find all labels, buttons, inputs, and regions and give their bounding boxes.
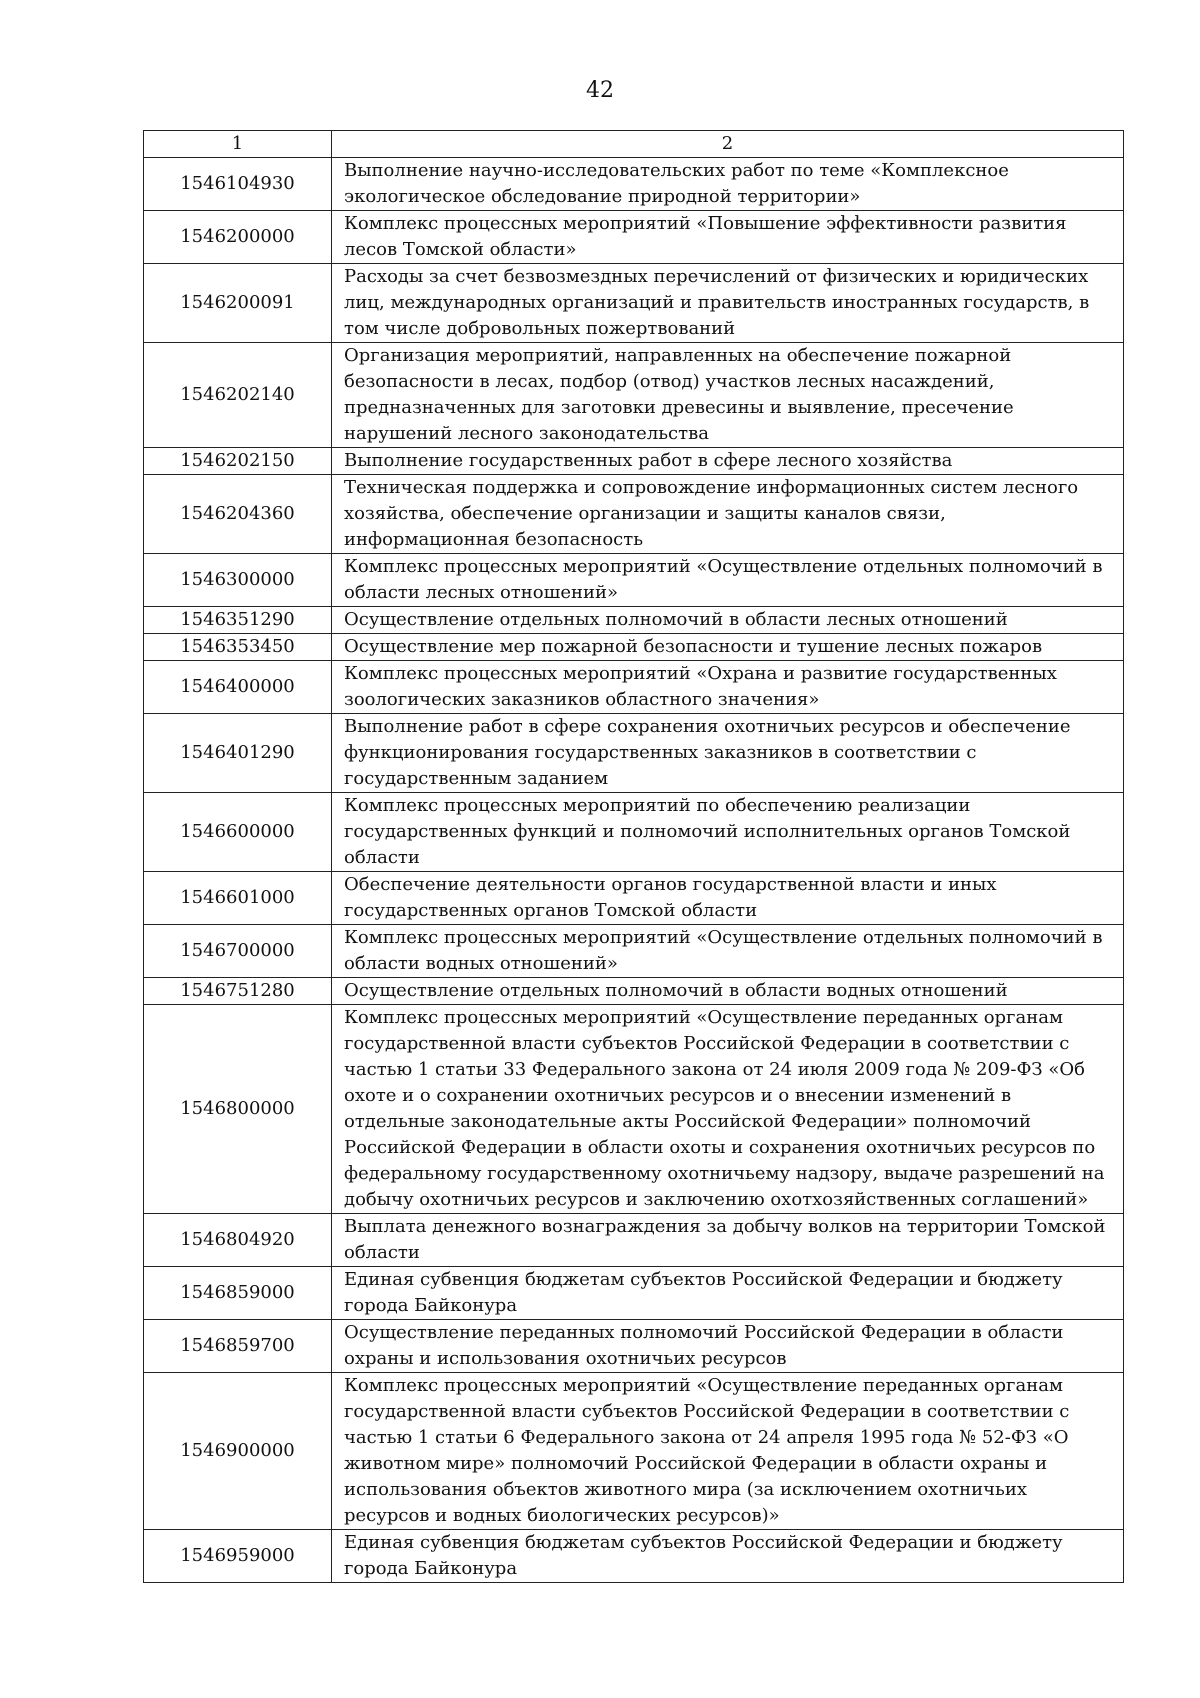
budget-classification-table	[143, 130, 1124, 1583]
row-name: Выполнение работ в сфере сохранения охотничьих ресурсов и обеспечение функционирования государственных заказников в соответствии с государственным заданием	[332, 714, 1124, 793]
table-row	[144, 978, 1124, 1005]
row-name: Осуществление переданных полномочий Российской Федерации в области охраны и использования охотничьих ресурсов	[332, 1320, 1124, 1373]
row-code: 1546351290	[144, 607, 332, 634]
row-code: 1546204360	[144, 475, 332, 554]
row-name: Выплата денежного вознаграждения за добычу волков на территории Томской области	[332, 1214, 1124, 1267]
table-header-row	[144, 131, 1124, 158]
row-name: Осуществление отдельных полномочий в области водных отношений	[332, 978, 1124, 1005]
table-row	[144, 714, 1124, 793]
row-name: Комплекс процессных мероприятий «Осуществление отдельных полномочий в области водных отношений»	[332, 925, 1124, 978]
table-row	[144, 925, 1124, 978]
row-name: Обеспечение деятельности органов государственной власти и иных государственных органов Томской области	[332, 872, 1124, 925]
row-code: 1546353450	[144, 634, 332, 661]
table-row	[144, 634, 1124, 661]
row-name: Единая субвенция бюджетам субъектов Российской Федерации и бюджету города Байконура	[332, 1530, 1124, 1583]
table-row	[144, 475, 1124, 554]
table-row	[144, 1320, 1124, 1373]
row-code: 1546859700	[144, 1320, 332, 1373]
table-row	[144, 607, 1124, 634]
row-name: Комплекс процессных мероприятий «Осуществление переданных органам государственной власти субъектов Российской Федерации в соответствии с частью 1 статьи 33 Федерального закона от 24 июля 2009 года № 209-ФЗ «Об охоте и о сохранении охотничьих ресурсов и о внесении изменений в отдельные законодательные акты Российской Федерации» полномочий Российской Федерации в области охоты и сохранения охотничьих ресурсов по федеральному государственному охотничьему надзору, выдаче разрешений на добычу охотничьих ресурсов и заключению охотхозяйственных соглашений»	[332, 1005, 1124, 1214]
row-code: 1546400000	[144, 661, 332, 714]
table-row	[144, 554, 1124, 607]
row-code: 1546202140	[144, 343, 332, 448]
table-row	[144, 661, 1124, 714]
row-code: 1546751280	[144, 978, 332, 1005]
table-row	[144, 793, 1124, 872]
table-row	[144, 158, 1124, 211]
row-code: 1546202150	[144, 448, 332, 475]
row-name: Осуществление мер пожарной безопасности и тушение лесных пожаров	[332, 634, 1124, 661]
table-row	[144, 1530, 1124, 1583]
row-name: Расходы за счет безвозмездных перечислений от физических и юридических лиц, международных организаций и правительств иностранных государств, в том числе добровольных пожертвований	[332, 264, 1124, 343]
row-name: Комплекс процессных мероприятий «Охрана и развитие государственных зоологических заказников областного значения»	[332, 661, 1124, 714]
row-code: 1546804920	[144, 1214, 332, 1267]
table-row	[144, 1214, 1124, 1267]
row-name: Комплекс процессных мероприятий по обеспечению реализации государственных функций и полномочий исполнительных органов Томской области	[332, 793, 1124, 872]
table-row	[144, 1005, 1124, 1214]
column-header-code: 1	[144, 131, 332, 158]
row-code: 1546600000	[144, 793, 332, 872]
table-row	[144, 211, 1124, 264]
row-code: 1546300000	[144, 554, 332, 607]
table-body	[144, 158, 1124, 1583]
row-code: 1546200000	[144, 211, 332, 264]
row-code: 1546601000	[144, 872, 332, 925]
row-code: 1546800000	[144, 1005, 332, 1214]
row-name: Единая субвенция бюджетам субъектов Российской Федерации и бюджету города Байконура	[332, 1267, 1124, 1320]
column-header-name: 2	[332, 131, 1124, 158]
row-name: Комплекс процессных мероприятий «Осуществление переданных органам государственной власти субъектов Российской Федерации в соответствии с частью 1 статьи 6 Федерального закона от 24 апреля 1995 года № 52-ФЗ «О животном мире» полномочий Российской Федерации в области охраны и использования объектов животного мира (за исключением охотничьих ресурсов и водных биологических ресурсов)»	[332, 1373, 1124, 1530]
row-code: 1546401290	[144, 714, 332, 793]
row-name: Выполнение научно-исследовательских работ по теме «Комплексное экологическое обследование природной территории»	[332, 158, 1124, 211]
row-name: Осуществление отдельных полномочий в области лесных отношений	[332, 607, 1124, 634]
table-row	[144, 448, 1124, 475]
table-row	[144, 872, 1124, 925]
row-code: 1546859000	[144, 1267, 332, 1320]
row-name: Выполнение государственных работ в сфере лесного хозяйства	[332, 448, 1124, 475]
row-name: Организация мероприятий, направленных на обеспечение пожарной безопасности в лесах, подбор (отвод) участков лесных насаждений, предназначенных для заготовки древесины и выявление, пресечение нарушений лесного законодательства	[332, 343, 1124, 448]
table-row	[144, 343, 1124, 448]
row-name: Комплекс процессных мероприятий «Осуществление отдельных полномочий в области лесных отношений»	[332, 554, 1124, 607]
row-code: 1546900000	[144, 1373, 332, 1530]
row-code: 1546700000	[144, 925, 332, 978]
page-number: 42	[586, 78, 614, 103]
table-row	[144, 1267, 1124, 1320]
row-code: 1546104930	[144, 158, 332, 211]
row-name: Комплекс процессных мероприятий «Повышение эффективности развития лесов Томской области»	[332, 211, 1124, 264]
table-row	[144, 1373, 1124, 1530]
row-code: 1546200091	[144, 264, 332, 343]
row-name: Техническая поддержка и сопровождение информационных систем лесного хозяйства, обеспечение организации и защиты каналов связи, информационная безопасность	[332, 475, 1124, 554]
table-row	[144, 264, 1124, 343]
row-code: 1546959000	[144, 1530, 332, 1583]
